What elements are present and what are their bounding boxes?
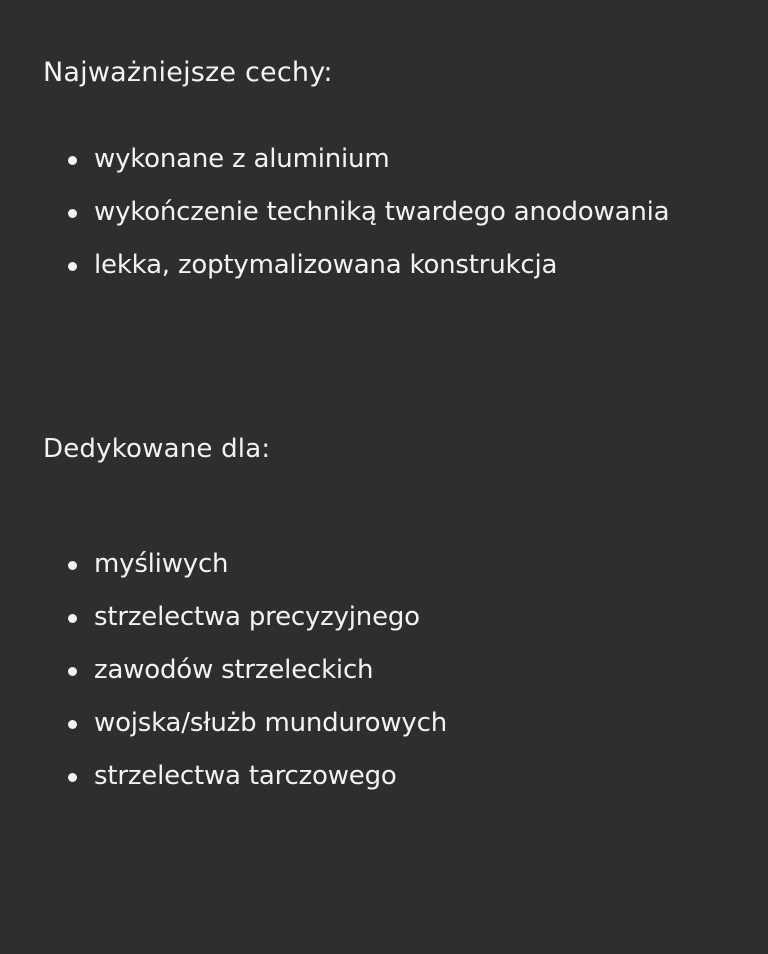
dedicated-list [43,538,768,803]
list-item-label: myśliwych [94,549,229,579]
dedicated-section [43,429,768,803]
bullet-icon [68,773,77,782]
bullet-icon [68,561,77,570]
list-item [43,750,768,803]
list-item [43,538,768,591]
list-item-label: wojska/służb mundurowych [94,708,447,738]
list-item-label: lekka, zoptymalizowana konstrukcja [94,250,558,280]
list-item [43,133,768,186]
features-section [43,53,768,292]
list-item-label: zawodów strzeleckich [94,655,374,685]
bullet-icon [68,720,77,729]
list-item [43,186,768,239]
list-item [43,644,768,697]
list-item-label: strzelectwa tarczowego [94,761,397,791]
bullet-icon [68,209,77,218]
dedicated-heading: Dedykowane dla: [43,434,271,464]
list-item-label: wykonane z aluminium [94,144,390,174]
list-item [43,239,768,292]
bullet-icon [68,262,77,271]
features-list [43,133,768,292]
list-item [43,697,768,750]
features-heading: Najważniejsze cechy: [43,57,333,88]
list-item-label: wykończenie techniką twardego anodowania [94,197,670,227]
bullet-icon [68,156,77,165]
list-item-label: strzelectwa precyzyjnego [94,602,420,632]
bullet-icon [68,667,77,676]
list-item [43,591,768,644]
bullet-icon [68,614,77,623]
